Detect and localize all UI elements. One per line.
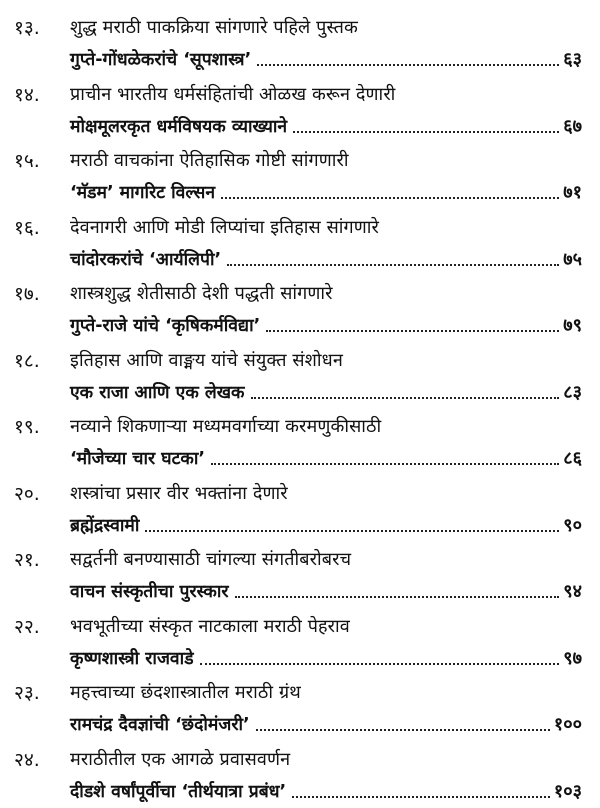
toc-entry [14,540,586,607]
entry-description: सद्वर्तनी बनण्यासाठी चांगल्या संगतीबरोबरच [70,549,352,570]
entry-title-line [70,578,582,604]
entry-page-number: ७५ [563,248,582,270]
entry-title: गुप्ते-गोंधळेकरांचे ‘सूपशास्त्र’ [70,50,252,70]
toc-entry [14,141,586,208]
entry-description: शास्त्रशुद्ध शेतीसाठी देशी पद्धती सांगणारे [70,283,333,304]
entry-title-line [70,445,582,471]
entry-page-number: ६७ [563,115,582,137]
toc-entry [14,607,586,674]
dot-leader [251,397,560,399]
dot-leader [145,530,559,532]
toc-entry [14,341,586,408]
dot-leader [227,264,559,266]
dot-leader [292,796,550,798]
entry-number: २३. [14,682,40,704]
toc-entry [14,407,586,474]
entry-page-number: ९४ [563,581,582,602]
entry-title: ब्रह्मेंद्रस्वामी [70,515,140,536]
entry-description: भवभूतीच्या संस्कृत नाटकाला मराठी पेहराव [70,615,350,637]
entry-page-number: १०० [553,714,582,735]
entry-title: एक राजा आणि एक लेखक [70,382,245,403]
entry-title-line [70,312,582,338]
entry-title-line [70,179,582,205]
entry-page-number: ९७ [563,647,582,669]
toc-entry [14,474,586,541]
entry-title: दीडशे वर्षांपूर्वीचा ‘तीर्थयात्रा प्रबंध’ [70,781,287,802]
entry-description: शुद्ध मराठी पाकक्रिया सांगणारे पहिले पुस्तक [70,17,358,38]
entry-title-line [70,246,582,272]
entry-description: इतिहास आणि वाङ्मय यांचे संयुक्त संशोधन [70,349,343,371]
entry-page-number: ७१ [563,182,582,203]
toc-entry [14,208,586,275]
toc-entry [14,274,586,341]
dot-leader [211,463,559,465]
entry-number: २१. [14,549,40,571]
entry-title-line [70,512,582,538]
entry-title: चांदोरकरांचे ‘आर्यलिपी’ [70,249,222,270]
entry-number: १५. [14,150,40,172]
entry-title: कृष्णशास्त्री राजवाडे [70,648,194,669]
entry-description: महत्त्वाच्या छंदशास्त्रातील मराठी ग्रंथ [70,682,301,703]
dot-leader [293,131,559,133]
entry-number: १८. [14,349,40,372]
entry-title: वाचन संस्कृतीचा पुरस्कार [70,582,229,602]
entry-description: मराठी वाचकांना ऐतिहासिक गोष्टी सांगणारी [70,150,349,171]
dot-leader [200,663,560,665]
dot-leader [257,64,559,66]
dot-leader [266,330,559,332]
entry-title: रामचंद्र दैवज्ञांची ‘छंदोमंजरी’ [70,715,250,735]
entry-number: १४. [14,83,40,106]
entry-page-number: ६३ [563,49,582,70]
entry-title: ‘मौजेच्या चार घटका’ [70,449,206,469]
entry-title-line [70,711,582,737]
entry-title: मोक्षमूलरकृत धर्मविषयक व्याख्याने [70,116,288,137]
entry-page-number: ७९ [563,315,582,336]
entry-description: शस्त्रांचा प्रसार वीर भक्तांना देणारे [70,482,288,504]
entry-title-line [70,113,582,139]
toc-entry [14,740,586,807]
entry-number: १६. [14,216,40,239]
dot-leader [256,729,550,731]
entry-description: देवनागरी आणि मोडी लिप्यांचा इतिहास सांगणारे [70,216,380,238]
entry-number: २०. [14,482,40,505]
entry-title-line [70,379,582,405]
entry-description: नव्याने शिकणाऱ्या मध्यमवर्गाच्या करमणुकीसाठी [70,416,382,437]
entry-number: १७. [14,283,40,305]
entry-title: ‘मॅडम’ मागरिट विल्सन [70,183,216,203]
entry-number: २४. [14,748,40,771]
entry-title-line [70,645,582,671]
entry-page-number: १०३ [553,780,582,802]
entry-description: मराठीतील एक आगळे प्रवासवर्णन [70,748,291,770]
entry-title-line [70,46,582,72]
entry-number: १३. [14,17,40,39]
entry-title: गुप्ते-राजे यांचे ‘कृषिकर्मविद्या’ [70,316,261,336]
entry-description: प्राचीन भारतीय धर्मसंहितांची ओळख करून देणारी [70,83,396,105]
toc-entry [14,75,586,142]
entry-number: १९. [14,416,40,438]
toc-entry [14,673,586,740]
entry-number: २२. [14,615,40,638]
toc-entry [14,8,586,75]
dot-leader [221,197,559,199]
entry-page-number: ८३ [563,381,582,403]
entry-page-number: ८६ [563,448,582,469]
dot-leader [235,596,560,598]
entry-page-number: ९० [563,514,582,536]
entry-title-line [70,778,582,804]
